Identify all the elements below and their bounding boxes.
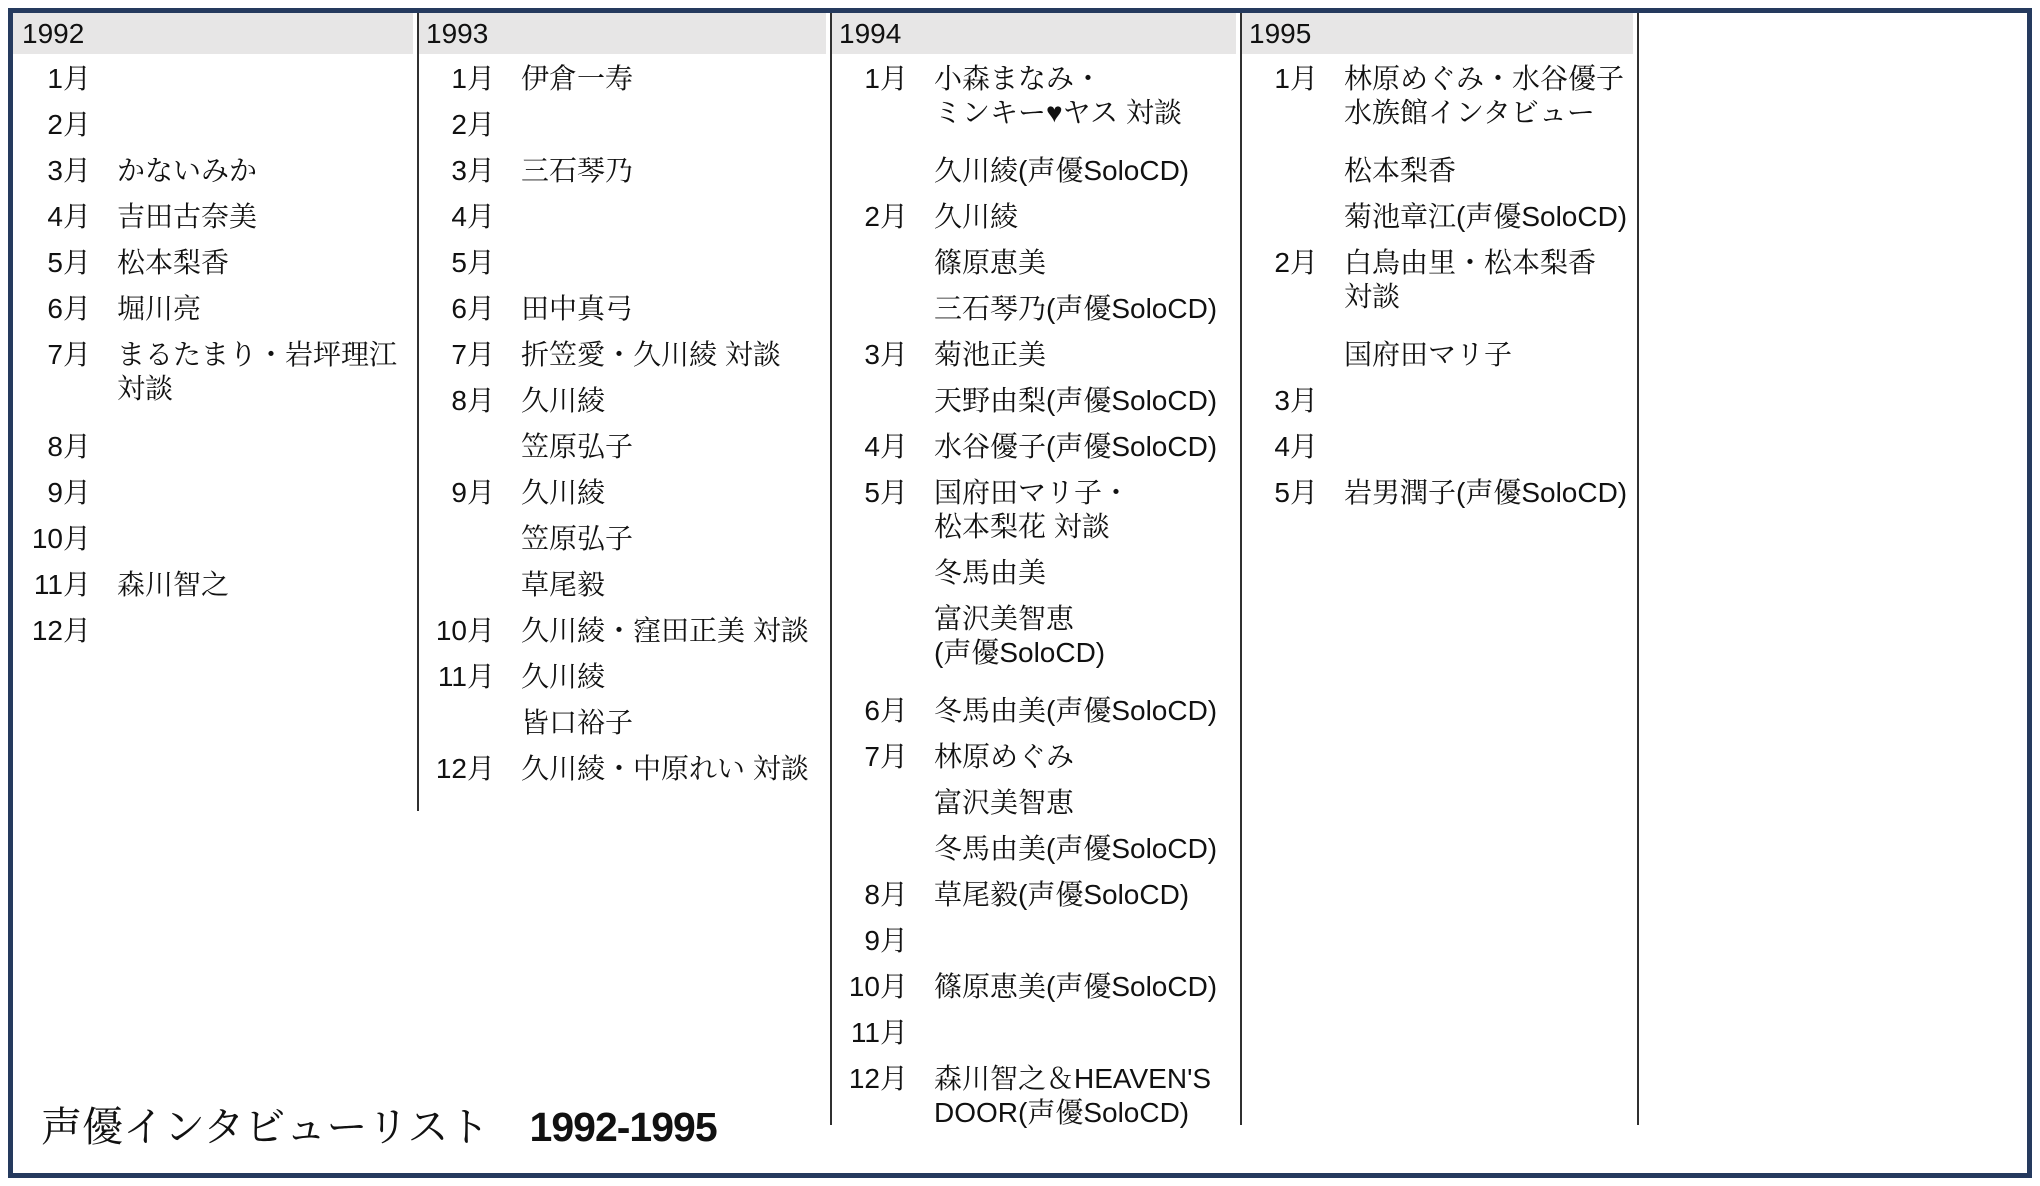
- entry-item: [934, 338, 1236, 372]
- entry-names: [934, 1062, 1236, 1130]
- entry-line: 久川綾: [521, 477, 606, 508]
- month-label: 9月: [864, 925, 908, 956]
- entry-item: [934, 602, 1236, 670]
- month-row: [1254, 384, 1633, 418]
- column-divider-1994-1995: [1240, 13, 1242, 1125]
- entry-line: 菊池正美: [934, 339, 1047, 370]
- entry-line: 久川綾・窪田正美 対談: [521, 615, 809, 646]
- entry-line: 富沢美智恵: [934, 787, 1075, 818]
- entry-item: [934, 694, 1236, 728]
- entry-item: [521, 614, 826, 648]
- year-column-body: [1240, 54, 1637, 510]
- year-header: 1992: [13, 13, 413, 54]
- month-row: [844, 476, 1236, 670]
- month-label: 4月: [1274, 431, 1318, 462]
- month-label: 3月: [864, 339, 908, 370]
- entry-names: [521, 246, 826, 280]
- month-row: [431, 292, 826, 326]
- month-label: 12月: [435, 753, 495, 784]
- entry-names: [117, 62, 413, 96]
- entry-line: 吉田古奈美: [117, 201, 258, 232]
- entry-item: [521, 706, 826, 740]
- entry-line: 草尾毅: [521, 569, 606, 600]
- entry-line: 森川智之＆HEAVEN'S: [934, 1063, 1212, 1094]
- entry-line: ミンキー♥ヤス 対談: [934, 97, 1182, 128]
- entry-line: 菊池章江(声優SoloCD): [1344, 201, 1628, 232]
- entry-line: 草尾毅(声優SoloCD): [934, 879, 1190, 910]
- month-label: 1月: [47, 63, 91, 94]
- entry-names: [117, 200, 413, 234]
- entry-item: [934, 200, 1236, 234]
- month-row: [27, 568, 413, 602]
- entry-item: [934, 62, 1236, 130]
- entry-names: [1344, 384, 1633, 418]
- month-row: [27, 614, 413, 648]
- month-label: 10月: [435, 615, 495, 646]
- entry-names: [117, 292, 413, 326]
- entry-line: 久川綾: [521, 385, 606, 416]
- month-label: 10月: [848, 971, 908, 1002]
- year-column-1994: [830, 13, 1240, 1142]
- month-label: 6月: [47, 293, 91, 324]
- entry-line: 白鳥由里・松本梨香: [1344, 247, 1597, 278]
- month-row: [844, 878, 1236, 912]
- entry-names: [934, 878, 1236, 912]
- month-label: 1月: [1274, 63, 1318, 94]
- month-row: [431, 154, 826, 188]
- entry-line: 松本梨香: [117, 247, 230, 278]
- month-row: [27, 200, 413, 234]
- entry-line: 折笠愛・久川綾 対談: [521, 339, 781, 370]
- slide-title-text: 声優インタビューリスト: [41, 1104, 490, 1150]
- entry-names: [521, 292, 826, 326]
- entry-line: 水谷優子(声優SoloCD): [934, 431, 1218, 462]
- month-label: 7月: [451, 339, 495, 370]
- entry-names: [117, 614, 413, 648]
- month-row: [844, 62, 1236, 188]
- month-row: [844, 740, 1236, 866]
- month-row: [27, 522, 413, 556]
- entry-names: [521, 752, 826, 786]
- entry-item: [1344, 476, 1633, 510]
- entry-line: 篠原恵美(声優SoloCD): [934, 971, 1218, 1002]
- entry-names: [521, 614, 826, 648]
- entry-names: [521, 338, 826, 372]
- year-header: 1994: [830, 13, 1236, 54]
- empty-column: [1637, 13, 2027, 21]
- month-row: [844, 1016, 1236, 1050]
- year-column-body: [417, 54, 830, 786]
- month-label: 11月: [437, 661, 495, 692]
- month-label: 3月: [47, 155, 91, 186]
- entry-line: 林原めぐみ・水谷優子: [1344, 63, 1625, 94]
- entry-line: 国府田マリ子: [1344, 339, 1513, 370]
- entry-names: [521, 476, 826, 602]
- entry-line: 伊倉一寿: [521, 63, 634, 94]
- month-row: [844, 1062, 1236, 1130]
- month-label: 8月: [47, 431, 91, 462]
- entry-line: 林原めぐみ: [934, 741, 1075, 772]
- column-divider-1992-1993: [417, 13, 419, 811]
- month-label: 7月: [864, 741, 908, 772]
- entry-line: 笠原弘子: [521, 523, 634, 554]
- entry-names: [934, 430, 1236, 464]
- entry-names: [934, 970, 1236, 1004]
- entry-names: [934, 694, 1236, 728]
- year-column-body: [830, 54, 1240, 1130]
- entry-names: [1344, 476, 1633, 510]
- slide-title-range: 1992-1995: [529, 1104, 717, 1150]
- entry-line: 三石琴乃: [521, 155, 634, 186]
- month-row: [27, 338, 413, 406]
- entry-line: 久川綾(声優SoloCD): [934, 155, 1190, 186]
- entry-item: [521, 338, 826, 372]
- month-label: 5月: [47, 247, 91, 278]
- entry-item: [934, 878, 1236, 912]
- entry-item: [117, 200, 413, 234]
- month-label: 2月: [864, 201, 908, 232]
- entry-item: [521, 752, 826, 786]
- month-row: [844, 338, 1236, 418]
- year-column-1993: [417, 13, 830, 798]
- month-label: 12月: [31, 615, 91, 646]
- month-row: [431, 660, 826, 740]
- entry-line: 冬馬由美: [934, 557, 1047, 588]
- entry-item: [1344, 62, 1633, 130]
- entry-names: [521, 62, 826, 96]
- entry-item: [117, 338, 413, 406]
- entry-line: 三石琴乃(声優SoloCD): [934, 293, 1218, 324]
- entry-item: [521, 430, 826, 464]
- month-label: 9月: [47, 477, 91, 508]
- entry-item: [934, 430, 1236, 464]
- entry-names: [521, 108, 826, 142]
- entry-line: 天野由梨(声優SoloCD): [934, 385, 1218, 416]
- entry-names: [521, 200, 826, 234]
- month-row: [844, 694, 1236, 728]
- month-label: 2月: [1274, 247, 1318, 278]
- entry-line: 久川綾・中原れい 対談: [521, 753, 809, 784]
- entry-line: かないみか: [117, 155, 258, 186]
- month-label: 2月: [451, 109, 495, 140]
- entry-names: [521, 384, 826, 464]
- entry-line: 久川綾: [934, 201, 1019, 232]
- entry-names: [117, 430, 413, 464]
- month-label: 6月: [451, 293, 495, 324]
- entry-line: (声優SoloCD): [934, 637, 1106, 668]
- month-row: [27, 108, 413, 142]
- month-row: [844, 924, 1236, 958]
- entry-item: [521, 384, 826, 418]
- month-label: 9月: [451, 477, 495, 508]
- month-row: [1254, 476, 1633, 510]
- entry-line: 冬馬由美(声優SoloCD): [934, 833, 1218, 864]
- entry-line: 久川綾: [521, 661, 606, 692]
- month-label: 4月: [47, 201, 91, 232]
- entry-names: [521, 660, 826, 740]
- entry-line: まるたまり・岩坪理江: [117, 339, 398, 370]
- month-row: [1254, 246, 1633, 372]
- month-row: [27, 62, 413, 96]
- year-column-body: [1637, 13, 2027, 21]
- entry-names: [117, 246, 413, 280]
- month-label: 5月: [864, 477, 908, 508]
- entry-line: 皆口裕子: [521, 707, 634, 738]
- month-row: [844, 200, 1236, 326]
- month-label: 3月: [1274, 385, 1318, 416]
- month-row: [431, 246, 826, 280]
- month-row: [844, 430, 1236, 464]
- entry-names: [934, 1016, 1236, 1050]
- entry-item: [934, 970, 1236, 1004]
- month-row: [27, 154, 413, 188]
- month-row: [27, 476, 413, 510]
- month-label: 11月: [850, 1017, 908, 1048]
- entry-item: [117, 154, 413, 188]
- entry-line: 松本梨花 対談: [934, 511, 1110, 542]
- entry-item: [1344, 200, 1633, 234]
- entry-line: 岩男潤子(声優SoloCD): [1344, 477, 1628, 508]
- month-label: 8月: [864, 879, 908, 910]
- month-label: 8月: [451, 385, 495, 416]
- entry-item: [521, 660, 826, 694]
- entry-line: 堀川亮: [117, 293, 202, 324]
- entry-item: [521, 62, 826, 96]
- slide-title: [41, 1103, 717, 1151]
- entry-line: 小森まなみ・: [934, 63, 1103, 94]
- year-header: 1993: [417, 13, 826, 54]
- month-label: 5月: [1274, 477, 1318, 508]
- entry-names: [117, 108, 413, 142]
- entry-line: 森川智之: [117, 569, 230, 600]
- month-row: [431, 384, 826, 464]
- entry-line: 松本梨香: [1344, 155, 1457, 186]
- entry-item: [117, 246, 413, 280]
- month-row: [27, 430, 413, 464]
- entry-names: [934, 476, 1236, 670]
- month-label: 12月: [848, 1063, 908, 1094]
- entry-line: 篠原恵美: [934, 247, 1047, 278]
- month-row: [1254, 430, 1633, 464]
- entry-names: [521, 154, 826, 188]
- month-label: 5月: [451, 247, 495, 278]
- month-row: [431, 476, 826, 602]
- year-column-body: [13, 54, 417, 648]
- month-row: [431, 108, 826, 142]
- entry-names: [934, 740, 1236, 866]
- year-column-1995: [1240, 13, 1637, 522]
- entry-line: 笠原弘子: [521, 431, 634, 462]
- month-label: 1月: [451, 63, 495, 94]
- entry-item: [934, 1062, 1236, 1130]
- year-column-1992: [13, 13, 417, 660]
- entry-names: [1344, 430, 1633, 464]
- entry-item: [934, 786, 1236, 820]
- entry-item: [521, 476, 826, 510]
- entry-line: 冬馬由美(声優SoloCD): [934, 695, 1218, 726]
- month-label: 4月: [864, 431, 908, 462]
- entry-item: [117, 292, 413, 326]
- entry-line: 田中真弓: [521, 293, 634, 324]
- month-row: [27, 292, 413, 326]
- entry-names: [934, 200, 1236, 326]
- entry-names: [1344, 246, 1633, 372]
- entry-names: [117, 154, 413, 188]
- entry-names: [1344, 62, 1633, 234]
- entry-line: DOOR(声優SoloCD): [934, 1097, 1190, 1128]
- entry-item: [521, 292, 826, 326]
- entry-names: [934, 62, 1236, 188]
- month-label: 2月: [47, 109, 91, 140]
- month-row: [27, 246, 413, 280]
- entry-names: [934, 924, 1236, 958]
- month-row: [844, 970, 1236, 1004]
- entry-names: [117, 338, 413, 406]
- entry-item: [934, 384, 1236, 418]
- month-row: [431, 752, 826, 786]
- month-row: [431, 338, 826, 372]
- entry-names: [117, 476, 413, 510]
- entry-item: [934, 740, 1236, 774]
- month-label: 6月: [864, 695, 908, 726]
- entry-line: 富沢美智恵: [934, 603, 1075, 634]
- entry-line: 対談: [117, 373, 174, 404]
- entry-item: [117, 568, 413, 602]
- year-header: 1995: [1240, 13, 1633, 54]
- entry-item: [934, 292, 1236, 326]
- year-columns: [13, 13, 2027, 1173]
- entry-item: [934, 476, 1236, 544]
- month-row: [431, 200, 826, 234]
- month-label: 1月: [864, 63, 908, 94]
- entry-item: [1344, 246, 1633, 314]
- entry-names: [934, 338, 1236, 418]
- entry-item: [521, 522, 826, 556]
- month-row: [431, 614, 826, 648]
- month-row: [1254, 62, 1633, 234]
- entry-names: [117, 568, 413, 602]
- entry-line: 国府田マリ子・: [934, 477, 1131, 508]
- entry-item: [1344, 154, 1633, 188]
- month-label: 4月: [451, 201, 495, 232]
- month-label: 11月: [33, 569, 91, 600]
- entry-line: 水族館インタビュー: [1344, 97, 1595, 128]
- entry-item: [934, 154, 1236, 188]
- entry-line: 対談: [1344, 281, 1401, 312]
- column-divider-1995-empty: [1637, 13, 1639, 1125]
- column-divider-1993-1994: [830, 13, 832, 1125]
- entry-names: [117, 522, 413, 556]
- table-frame: [8, 8, 2032, 1178]
- entry-item: [934, 556, 1236, 590]
- entry-item: [521, 154, 826, 188]
- month-row: [431, 62, 826, 96]
- entry-item: [1344, 338, 1633, 372]
- month-label: 3月: [451, 155, 495, 186]
- entry-item: [934, 832, 1236, 866]
- entry-item: [934, 246, 1236, 280]
- month-label: 7月: [47, 339, 91, 370]
- month-label: 10月: [31, 523, 91, 554]
- entry-item: [521, 568, 826, 602]
